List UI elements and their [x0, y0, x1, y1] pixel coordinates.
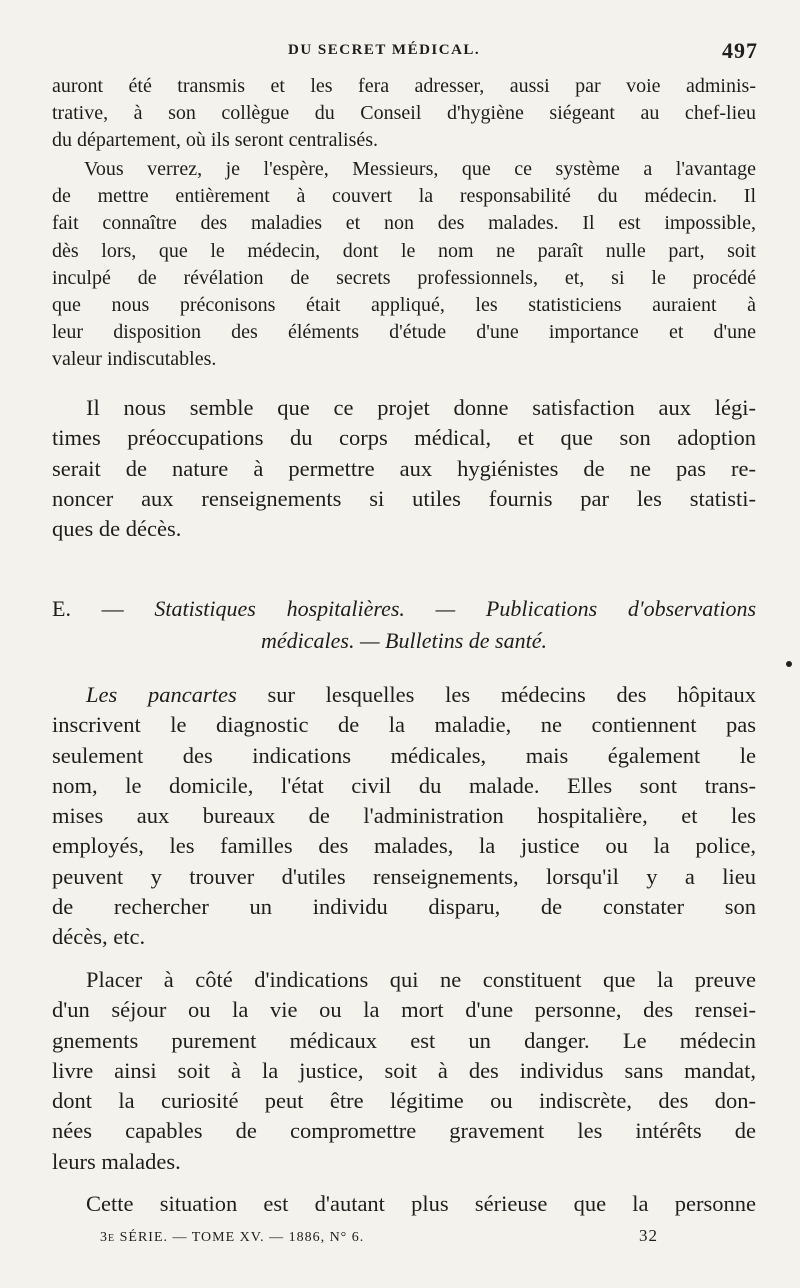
section-heading	[52, 593, 756, 657]
italic-term: Les pancartes	[86, 682, 237, 707]
line-continuation: sur lesquelles les médecins des hôpitaux	[236, 682, 756, 707]
text-line: du département, où ils seront centralisés.	[52, 129, 379, 152]
text-line: mises aux bureaux de l'administration hospitalière, et les	[52, 803, 756, 829]
text-line: inculpé de révélation de secrets professionnels, et, si le procédé	[52, 266, 756, 289]
section-letter: E. —	[52, 596, 124, 621]
text-line: nées capables de compromettre gravement les intérêts de	[52, 1118, 756, 1144]
text-line: Vous verrez, je l'espère, Messieurs, que ce système a l'avantage	[84, 158, 756, 180]
text-line: décès, etc.	[52, 924, 146, 950]
text-line: de rechercher un individu disparu, de constater son	[52, 894, 756, 920]
text-line: gnements purement médicaux est un danger. Le médecin	[52, 1027, 756, 1053]
paragraph-cette-situation	[52, 1189, 756, 1219]
text-line: dès lors, que le médecin, dont le nom ne paraît nulle part, soit	[52, 239, 756, 262]
text-line: fait connaître des maladies et non des malades. Il est impossible,	[52, 212, 756, 235]
paragraph-continuation	[52, 73, 756, 155]
paragraph-il-nous-semble	[52, 393, 756, 544]
section-heading-line-2: médicales. — Bulletins de santé.	[261, 628, 547, 653]
page-header	[52, 38, 760, 68]
paragraph-les-pancartes	[52, 680, 756, 953]
text-line: trative, à son collègue du Conseil d'hygiène siégeant au chef-lieu	[52, 102, 756, 125]
text-line: seulement des indications médicales, mais également le	[52, 742, 756, 768]
text-line: serait de nature à permettre aux hygiénistes de ne pas re-	[52, 455, 756, 481]
section-title: Statistiques hospitalières. — Publications d'observations	[154, 596, 757, 621]
text-line: auront été transmis et les fera adresser, aussi par voie adminis-	[52, 75, 756, 97]
page-footer	[100, 1226, 700, 1252]
text-line: que nous préconisons était appliqué, les statisticiens auraient à	[52, 293, 756, 316]
text-line: d'un séjour ou la vie ou la mort d'une personne, des rensei-	[52, 997, 756, 1023]
text-line: ques de décès.	[52, 516, 182, 542]
signature-mark: 32	[639, 1226, 658, 1245]
text-line: inscrivent le diagnostic de la maladie, ne contiennent pas	[52, 712, 756, 738]
text-line: noncer aux renseignements si utiles fournis par les statisti-	[52, 485, 756, 511]
text-line: de mettre entièrement à couvert la responsabilité du médecin. Il	[52, 185, 756, 208]
text-line: valeur indiscutables.	[52, 348, 217, 371]
paragraph-placer	[52, 965, 756, 1177]
text-line: nom, le domicile, l'état civil du malade. Elles sont trans-	[52, 772, 756, 798]
text-line: leur disposition des éléments d'étude d'une importance et d'une	[52, 321, 756, 344]
text-line: employés, les familles des malades, la justice ou la police,	[52, 833, 756, 859]
page-number: 497	[722, 38, 758, 63]
series-info: 3e SÉRIE. — TOME XV. — 1886, N° 6.	[100, 1230, 365, 1245]
text-line: livre ainsi soit à la justice, soit à des individus sans mandat,	[52, 1057, 756, 1083]
text-line: times préoccupations du corps médical, et que son adoption	[52, 425, 756, 451]
text-line: Cette situation est d'autant plus sérieuse que la personne	[86, 1191, 756, 1216]
text-line: Il nous semble que ce projet donne satisfaction aux légi-	[86, 395, 756, 420]
text-line	[52, 680, 756, 710]
paragraph-vous-verrez	[52, 156, 756, 374]
text-line: dont la curiosité peut être légitime ou indiscrète, des don-	[52, 1088, 756, 1114]
ink-dot	[786, 661, 792, 667]
section-heading-line-1	[52, 593, 756, 625]
text-line: Placer à côté d'indications qui ne constituent que la preuve	[86, 967, 756, 992]
text-line: leurs malades.	[52, 1148, 181, 1174]
text-line: peuvent y trouver d'utiles renseignements, lorsqu'il y a lieu	[52, 863, 756, 889]
running-title: DU SECRET MÉDICAL.	[288, 42, 481, 58]
